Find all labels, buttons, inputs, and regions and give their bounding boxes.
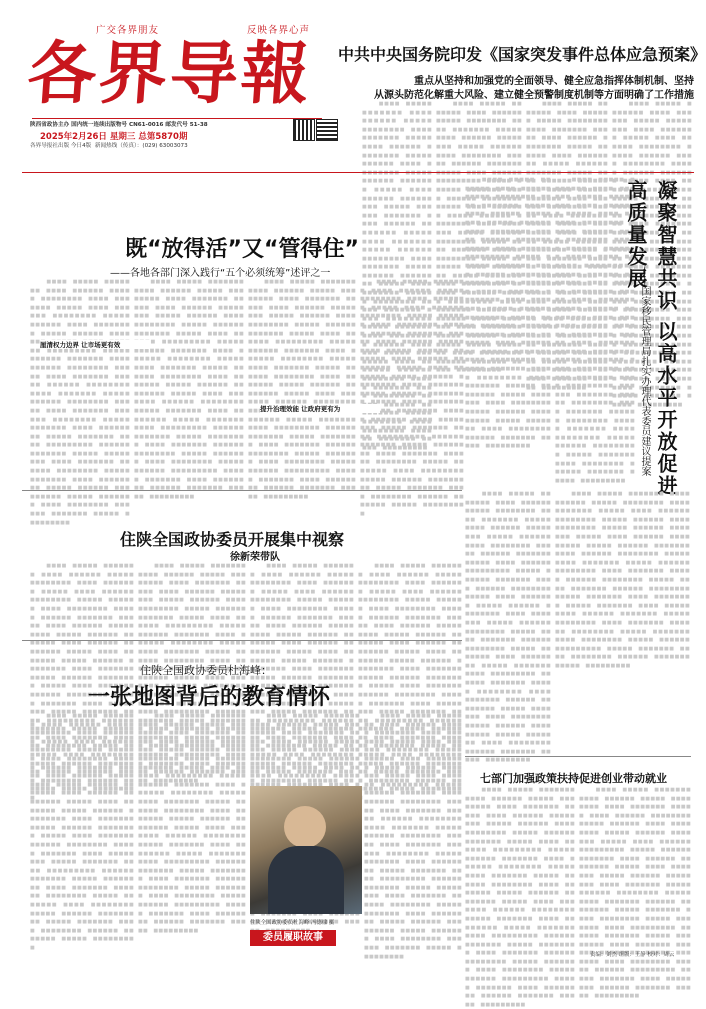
- lead-title: 既“放得活”又“管得住”: [125, 237, 359, 262]
- news-2-col-4: [358, 562, 462, 632]
- lead-col-4: [360, 278, 464, 488]
- masthead-publisher: 陕西省政协主办 国内统一连续出版物号 CN61-0016 邮发代号 51-38: [30, 122, 208, 128]
- qr-code-icon: [317, 120, 337, 140]
- editor-note: 责编：刘杰 组版：王静 校对：周云: [590, 952, 675, 958]
- qr-codes: [294, 120, 338, 140]
- top-story-body-1: [362, 100, 432, 162]
- masthead-rule: [32, 118, 322, 119]
- news-2-col-3: [250, 562, 354, 632]
- news-3-col-2: [579, 786, 691, 946]
- hotline: 新闻热线（传真）：(029) 63003073: [94, 143, 188, 149]
- news-3-col-1: [465, 786, 575, 946]
- photo-subject-body: [268, 846, 344, 914]
- divider-news-3: [465, 756, 691, 757]
- right-col-text-4: [555, 490, 690, 750]
- feature-2-col-1: [30, 712, 134, 948]
- masthead-logo: 各界导報: [25, 34, 315, 114]
- feature-2-col-3: [250, 712, 360, 784]
- masthead-slogan: [96, 22, 310, 34]
- photo-subject: [284, 806, 326, 848]
- footer-label: [250, 930, 336, 946]
- top-story-subtitle-1: 重点从坚持和加强党的全面领导、健全应急指挥体制机制、坚持: [414, 76, 694, 87]
- feature-2-col-4: [364, 712, 462, 948]
- feature-2-kicker: 住陕全国政协委员杜海峰：: [140, 664, 272, 677]
- feature-vertical-title-text: 凝聚智慧共识 以高水平开放促进高质量发展: [624, 180, 678, 497]
- lead-section-heading-2: 厘清权力边界 让市场更有效: [40, 340, 150, 349]
- lead-subtitle: ——各地各部门深入践行“五个必须统筹”述评之一: [110, 268, 331, 279]
- top-divider: [22, 172, 694, 173]
- feature-2-caption: 住陕全国政协委员杜海峰 冯德棣 摄: [250, 920, 335, 926]
- qr-code-icon: [294, 120, 314, 140]
- lead-section-heading: 提升治理效能 让政府更有为: [260, 404, 380, 413]
- news-2-col-2: [138, 562, 246, 632]
- top-story-body-4: [612, 100, 692, 162]
- top-story-body-3: [526, 100, 608, 162]
- lead-col-2: [134, 278, 244, 488]
- feature-vertical-subtitle-text: ——国家移民管理局扎实办理代表委员建议提案: [639, 266, 650, 476]
- news-2-subtitle: 徐新荣带队: [230, 552, 280, 563]
- news-2-col-1: [30, 562, 134, 632]
- right-col-text-3: [465, 490, 551, 750]
- top-story-title: 中共中央国务院印发《国家突发事件总体应急预案》: [338, 45, 706, 64]
- divider-news-2: [22, 490, 462, 491]
- news-3-title: 七部门加强政策扶持促进创业带动就业: [480, 772, 667, 785]
- slogan-left: 广交各界朋友: [96, 25, 160, 36]
- slogan-right: 反映各界心声: [246, 25, 310, 36]
- top-story-subtitle-2: 从源头防范化解重大风险、建立健全预警制度机制等方面明确了工作措施: [374, 90, 694, 101]
- feature-2-photo: [250, 786, 362, 914]
- masthead-pages: [30, 142, 294, 150]
- divider-feature-2: [22, 640, 462, 641]
- masthead-date: 2025年2月26日 星期三 总第5870期: [40, 132, 188, 142]
- news-2-title: 住陕全国政协委员开展集中视察: [120, 530, 345, 549]
- feature-vertical-subtitle: [637, 266, 651, 496]
- feature-2-col-2: [138, 712, 246, 948]
- lead-col-1: [30, 278, 130, 488]
- lead-col-3: [248, 278, 356, 488]
- feature-2-title: 一张地图背后的教育情怀: [88, 685, 331, 710]
- top-story-body-2: [436, 100, 522, 162]
- pages-info: 各界导报社出版 今日4版: [30, 143, 92, 149]
- footer-label-text: 委员履职故事: [263, 932, 323, 943]
- right-col-text-1: [465, 176, 551, 486]
